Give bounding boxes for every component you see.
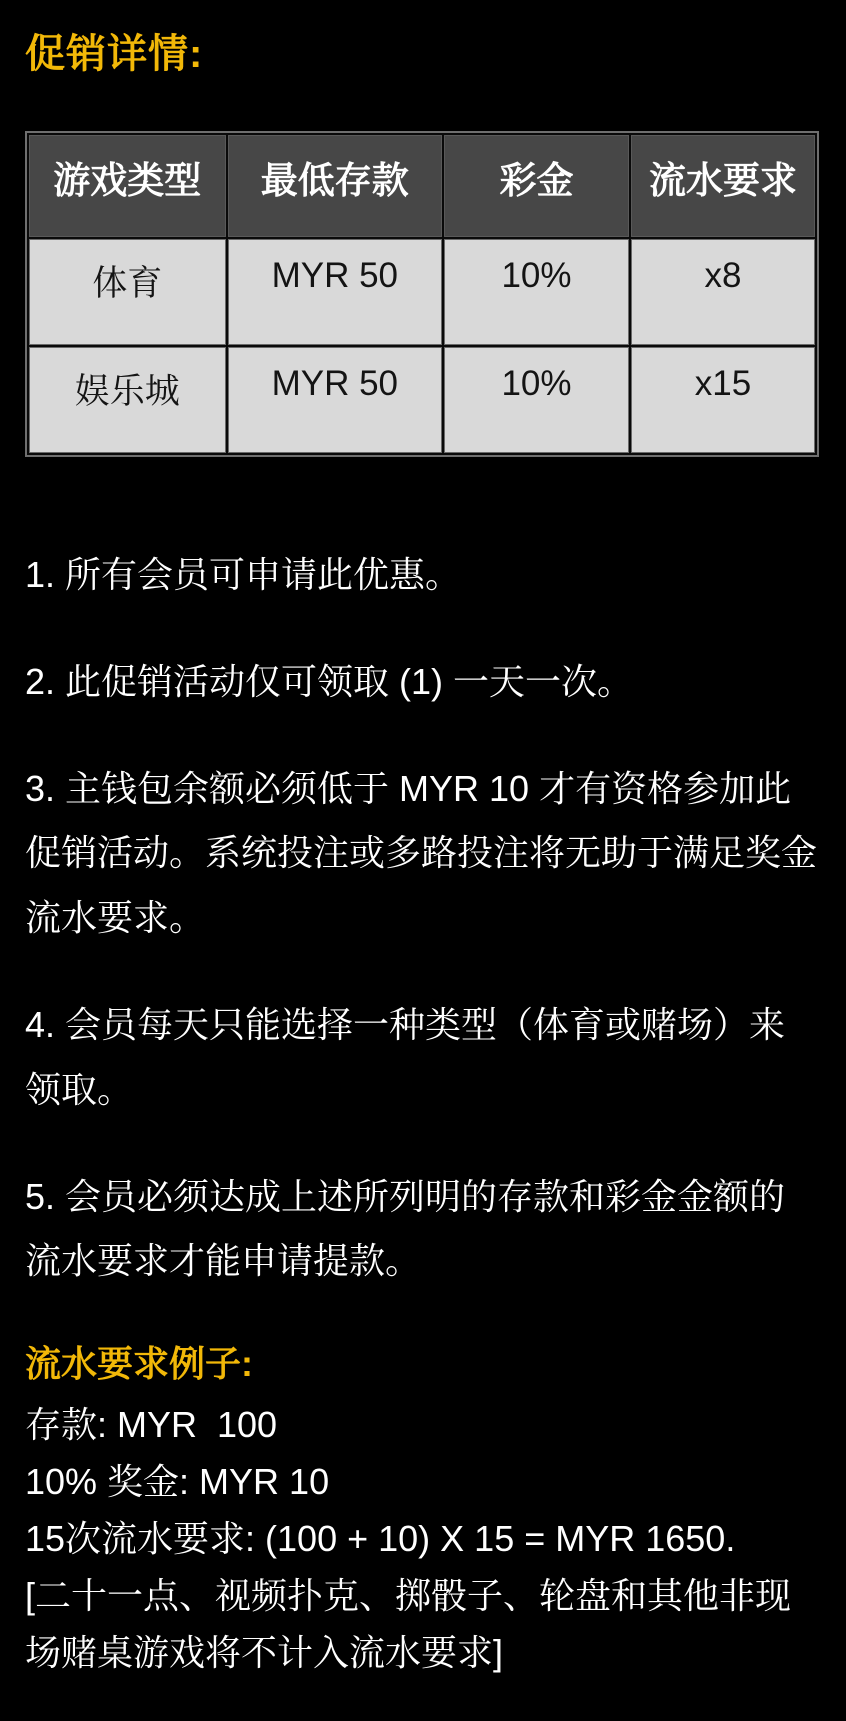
promo-table (25, 131, 819, 457)
table-header-turnover: 流水要求 (631, 135, 815, 237)
term-item-4: 4. 会员每天只能选择一种类型（体育或赌场）来领取。 (25, 1003, 786, 1110)
cell-casino-bonus: 10% (444, 347, 629, 453)
term-item-3: 3. 主钱包余额必须低于 MYR 10 才有资格参加此促销活动。系统投注或多路投注将无助于满足奖金流水要求。 (25, 767, 818, 939)
example-line-deposit: 存款: MYR 100 (25, 1404, 278, 1446)
example-line-exclusions: [二十一点、视频扑克、掷骰子、轮盘和其他非现场赌桌游戏将不计入流水要求] (25, 1574, 792, 1673)
cell-sports-bonus: 10% (444, 239, 629, 345)
terms-list (25, 543, 819, 1294)
cell-casino-min-deposit: MYR 50 (228, 347, 443, 453)
term-item-5: 5. 会员必须达成上述所列明的存款和彩金金额的流水要求才能申请提款。 (25, 1175, 786, 1282)
table-row-casino (29, 347, 815, 453)
promo-details (25, 22, 819, 1681)
table-header-row (29, 135, 815, 237)
cell-casino-turnover: x15 (631, 347, 815, 453)
table-header-min-deposit: 最低存款 (228, 135, 443, 237)
table-row-sports (29, 239, 815, 345)
cell-sports-min-deposit: MYR 50 (228, 239, 443, 345)
page-title: 促销详情: (25, 32, 204, 76)
turnover-example (25, 1336, 819, 1681)
example-line-turnover-calc: 15次流水要求: (100 + 10) X 15 = MYR 1650. (25, 1517, 736, 1559)
table-header-bonus: 彩金 (444, 135, 629, 237)
term-item-1: 1. 所有会员可申请此优惠。 (25, 554, 462, 595)
table-header-game-type: 游戏类型 (29, 135, 226, 237)
example-line-bonus: 10% 奖金: MYR 10 (25, 1460, 330, 1502)
cell-sports-game-type: 体育 (29, 239, 226, 345)
term-item-2: 2. 此促销活动仅可领取 (1) 一天一次。 (25, 660, 634, 702)
cell-casino-game-type: 娱乐城 (29, 347, 226, 453)
example-heading: 流水要求例子: (25, 1343, 253, 1385)
cell-sports-turnover: x8 (631, 239, 815, 345)
